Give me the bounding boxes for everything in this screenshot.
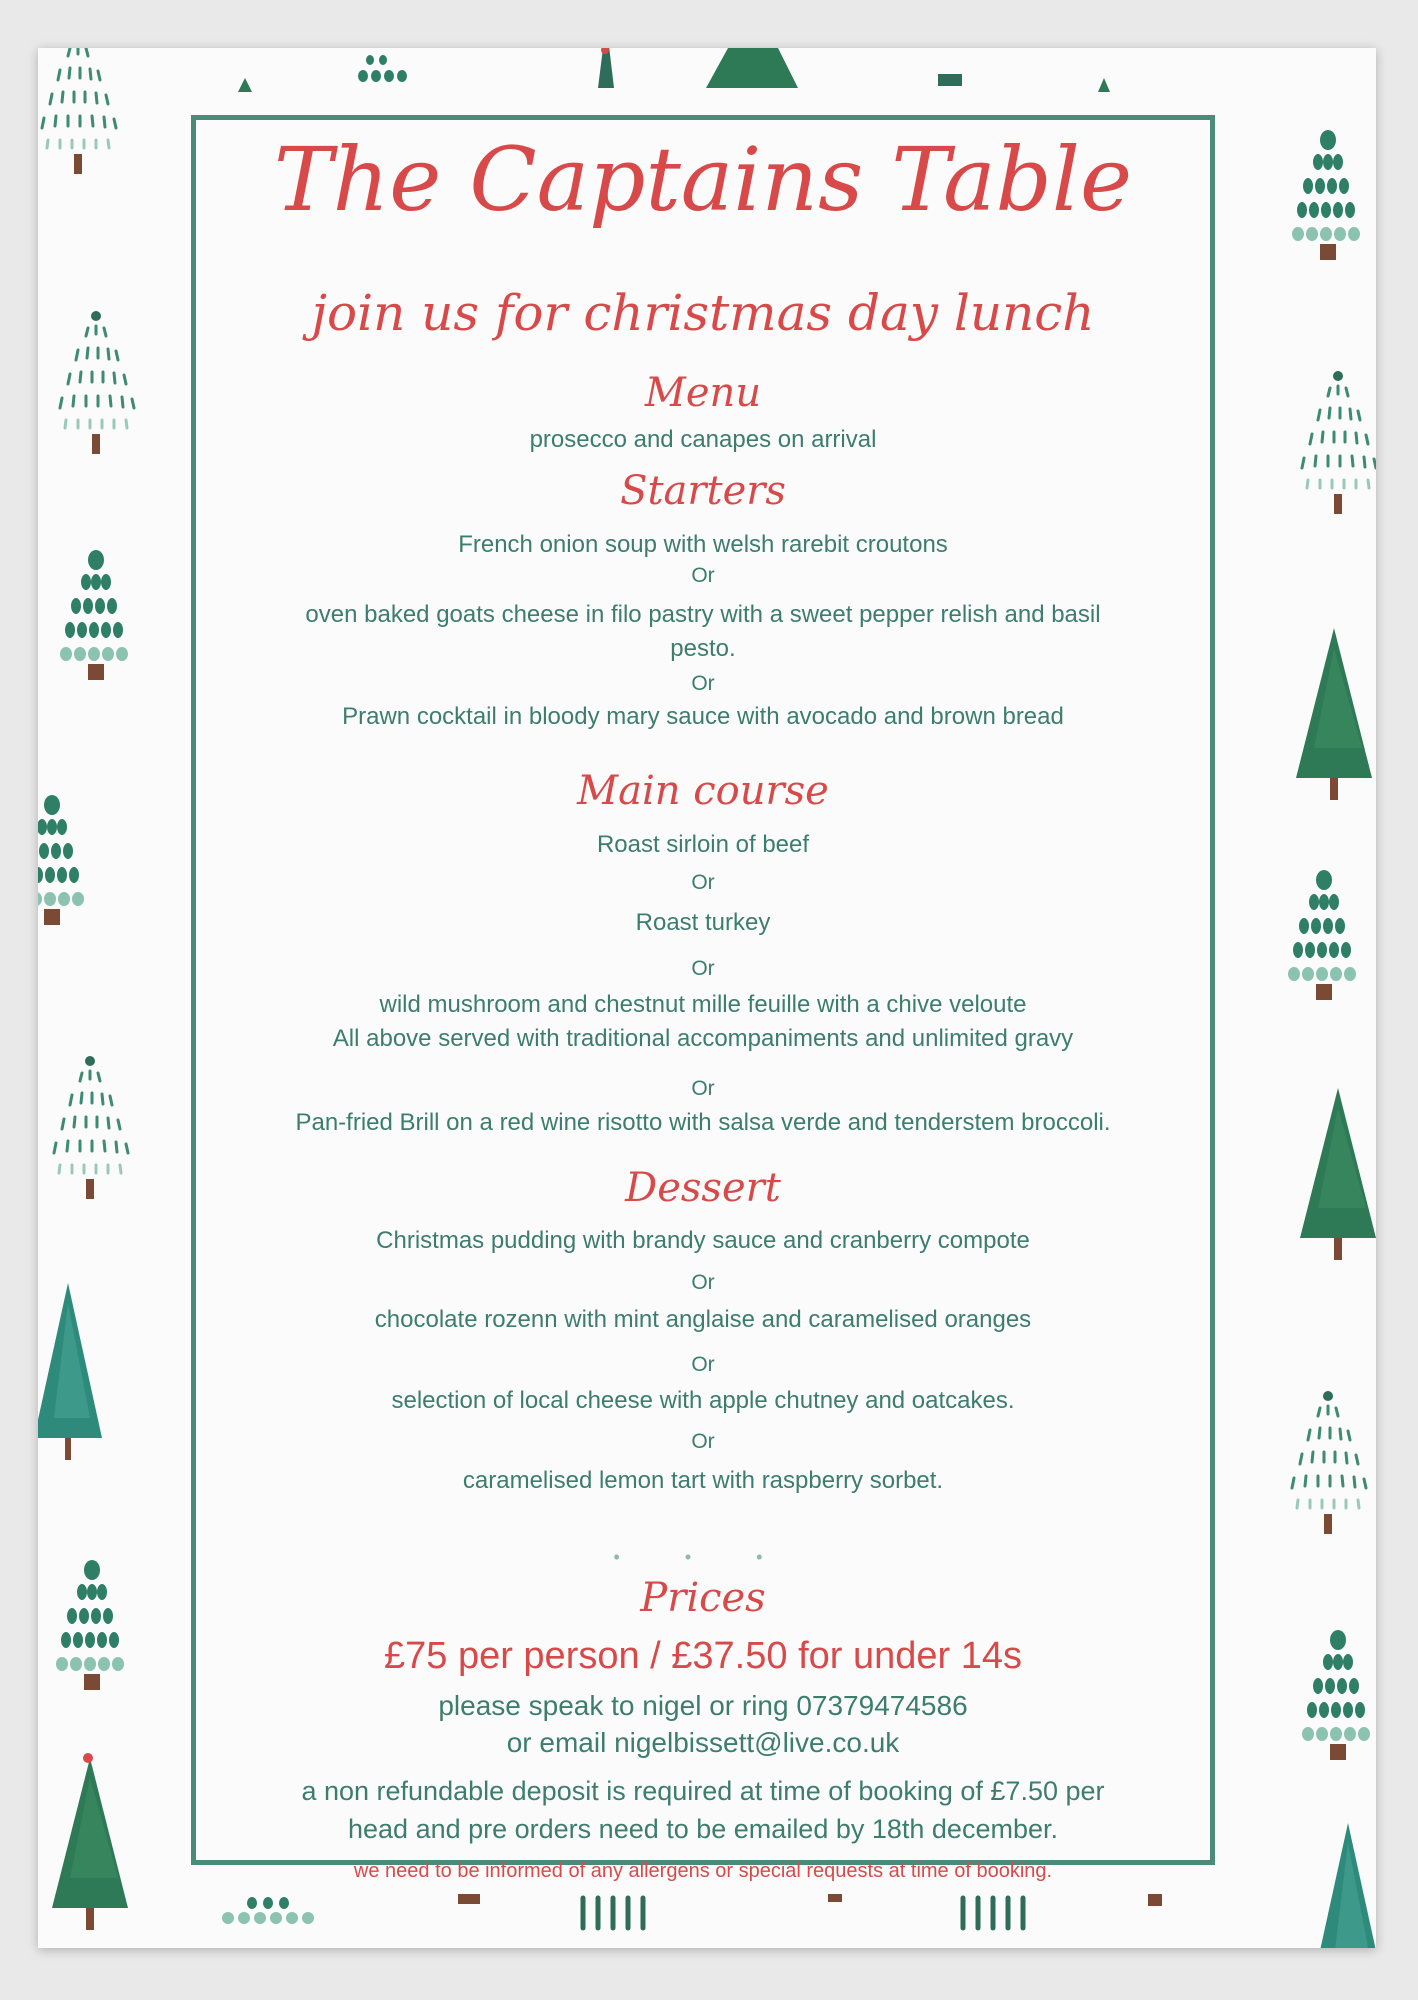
event-subtitle: join us for christmas day lunch (311, 284, 1095, 342)
menu-frame (191, 115, 1215, 1882)
section-divider-dots: • • • (613, 1547, 793, 1567)
or-divider: Or (691, 1271, 715, 1294)
christmas-tree-icon (56, 1560, 124, 1690)
christmas-tree-icon (38, 1283, 102, 1460)
or-divider: Or (691, 564, 715, 587)
starter-item: Prawn cocktail in bloody mary sauce with avocado and brown bread (342, 703, 1064, 730)
dessert-item: chocolate rozenn with mint anglaise and caramelised oranges (374, 1306, 1032, 1333)
restaurant-title: The Captains Table (273, 128, 1133, 231)
starters-heading: Starters (620, 468, 786, 514)
christmas-tree-icon (1292, 130, 1360, 260)
arrival-note: prosecco and canapes on arrival (529, 426, 877, 453)
menu-heading: Menu (644, 370, 762, 416)
christmas-tree-icon (60, 550, 128, 680)
dessert-item: caramelised lemon tart with raspberry sorbet. (462, 1467, 944, 1494)
price-line: £75 per person / £37.50 for under 14s (383, 1635, 1022, 1677)
christmas-tree-icon (1302, 1630, 1370, 1760)
dessert-heading: Dessert (625, 1165, 781, 1211)
christmas-tree-icon (1292, 1391, 1366, 1534)
starter-item: oven baked goats cheese in filo pastry with a sweet pepper relish and basil (305, 601, 1101, 628)
christmas-tree-icon (1300, 1088, 1376, 1260)
contact-phone: please speak to nigel or ring 07379474586 (438, 1690, 968, 1721)
allergen-note: we need to be informed of any allergens or special requests at time of booking. (353, 1860, 1053, 1882)
or-divider: Or (691, 1353, 715, 1376)
christmas-tree-icon (1296, 628, 1372, 800)
or-divider: Or (691, 1430, 715, 1453)
main-item: wild mushroom and chestnut mille feuille with a chive veloute (379, 991, 1027, 1018)
christmas-tree-icon (1288, 870, 1356, 1000)
or-divider: Or (691, 957, 715, 980)
christmas-tree-icon (1302, 371, 1376, 514)
deposit-note: a non refundable deposit is required at time of booking of £7.50 per (301, 1776, 1105, 1806)
deposit-note-continued: head and pre orders need to be emailed by 18th december. (348, 1814, 1058, 1844)
or-divider: Or (691, 672, 715, 695)
starter-item: French onion soup with welsh rarebit croutons (458, 531, 948, 558)
dessert-item: selection of local cheese with apple chutney and oatcakes. (391, 1387, 1015, 1414)
christmas-tree-icon (60, 311, 134, 454)
contact-email: or email nigelbissett@live.co.uk (506, 1727, 900, 1758)
christmas-tree-icon (52, 1758, 128, 1930)
christmas-tree-icon (1314, 1823, 1376, 1948)
main-course-note: All above served with traditional accompaniments and unlimited gravy (332, 1025, 1074, 1052)
prices-heading: Prices (640, 1575, 766, 1621)
dessert-item: Christmas pudding with brandy sauce and cranberry compote (376, 1227, 1030, 1254)
main-item: Roast sirloin of beef (596, 831, 810, 858)
main-item: Pan-fried Brill on a red wine risotto with salsa verde and tenderstem broccoli. (295, 1109, 1111, 1136)
christmas-tree-icon (54, 1056, 128, 1199)
main-course-heading: Main course (577, 768, 829, 814)
christmas-tree-icon (38, 795, 84, 925)
christmas-tree-icon (42, 48, 116, 174)
menu-card (38, 48, 1376, 1948)
starter-item-continued: pesto. (670, 635, 736, 662)
or-divider: Or (691, 871, 715, 894)
or-divider: Or (691, 1077, 715, 1100)
main-item: Roast turkey (635, 909, 771, 936)
